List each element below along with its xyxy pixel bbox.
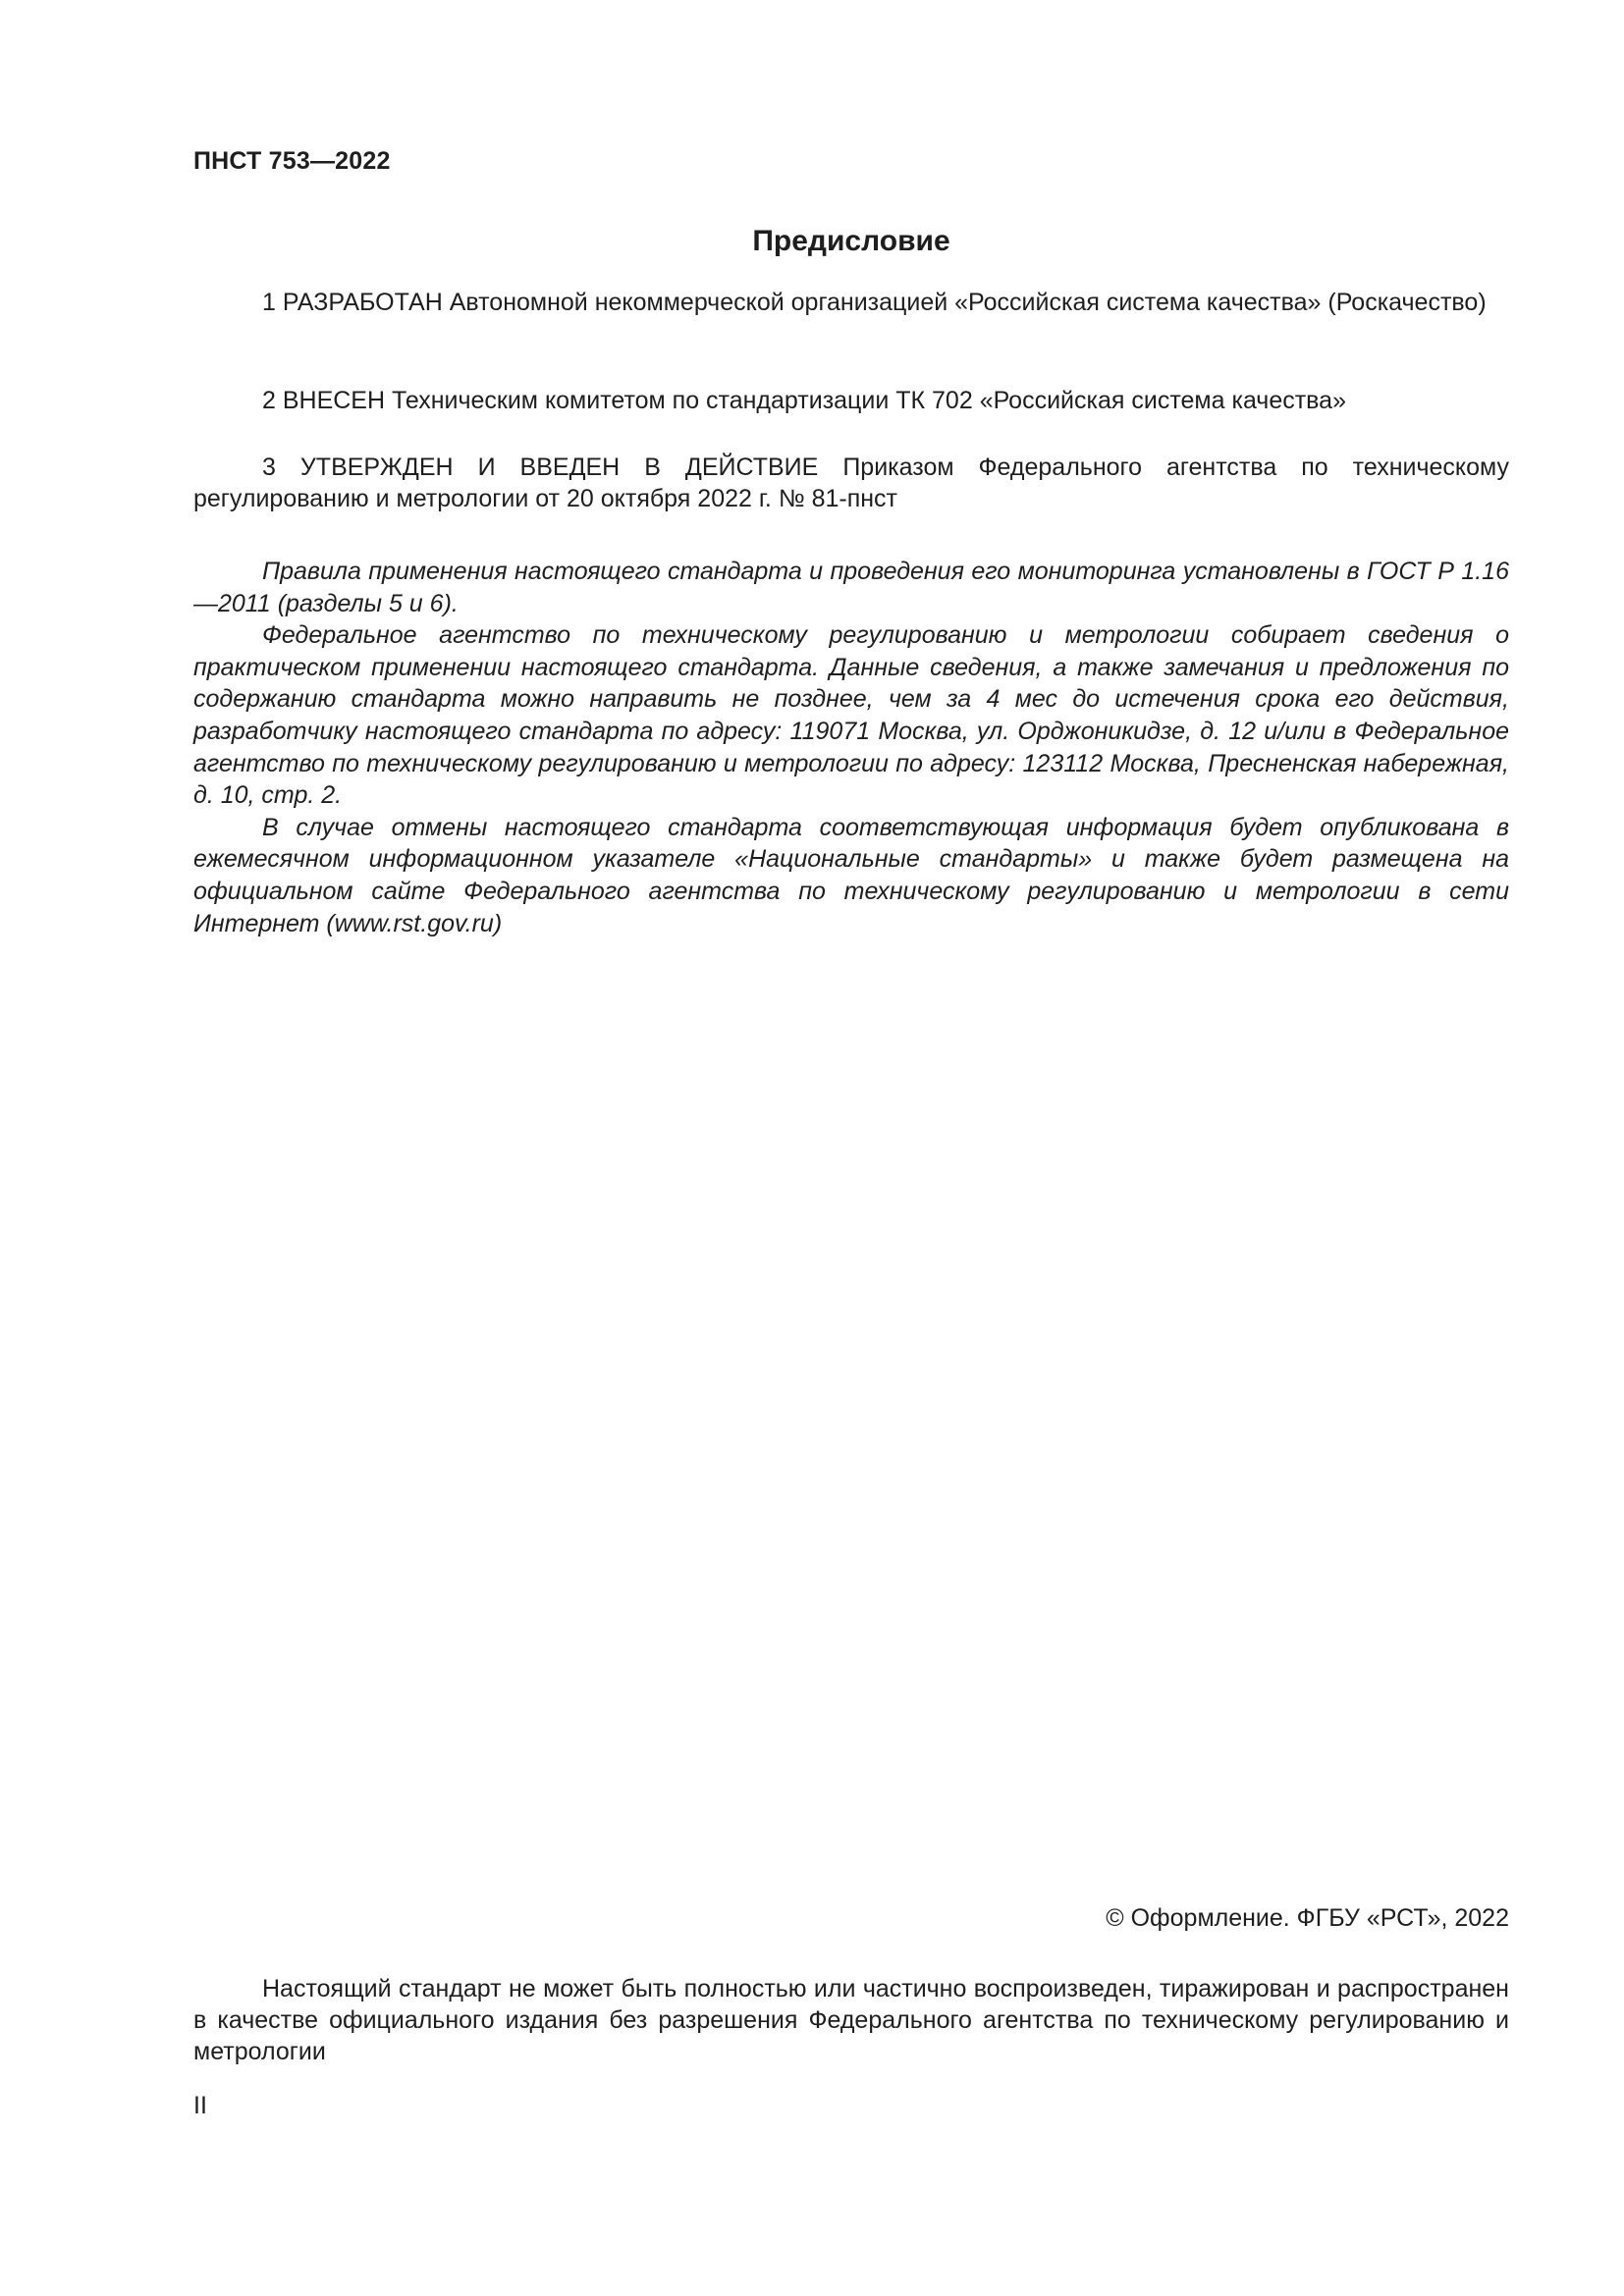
page-title: Предисловие bbox=[752, 225, 950, 257]
foreword-notes bbox=[193, 556, 1509, 939]
foreword-item-submitted: 2 ВНЕСЕН Техническим комитетом по стандартизации ТК 702 «Российская система качества» bbox=[262, 387, 1346, 414]
note-feedback-info: Федеральное агентство по техническому регулированию и метрологии собирает сведения о практическом применении настоящего стандарта. Данные сведения, а также замечания и предложения по содержанию стандарта можно направить не позднее, чем за 4 мес до истечения срока его действия, разработчику настоящего стандарта по адресу: 119071 Москва, ул. Орджоникидзе, д. 12 и/или в Федеральное агентство по техническому регулированию и метрологии по адресу: 123112 Москва, Пресненская набережная, д. 10, стр. 2. bbox=[193, 621, 1509, 810]
note-application-rules: Правила применения настоящего стандарта и проведения его мониторинга установлены в ГОСТ Р 1.16—2011 (разделы 5 и 6). bbox=[193, 558, 1509, 617]
page-number: II bbox=[193, 2092, 207, 2119]
foreword-item-developed: 1 РАЗРАБОТАН Автономной некоммерческой организацией «Российская система качества» (Роскачество) bbox=[262, 289, 1487, 316]
document-code: ПНСТ 753—2022 bbox=[193, 147, 391, 175]
reproduction-notice: Настоящий стандарт не может быть полностью или частично воспроизведен, тиражирован и распространен в качестве официального издания без разрешения Федерального агентства по техническому регулированию и метрологии bbox=[193, 1975, 1509, 2065]
note-cancellation-info: В случае отмены настоящего стандарта соответствующая информация будет опубликована в ежемесячном информационном указателе «Национальные стандарты» и также будет размещена на официальном сайте Федерального агентства по техническому регулированию и метрологии в сети Интернет (www.rst.gov.ru) bbox=[193, 813, 1509, 937]
foreword-item-approved: 3 УТВЕРЖДЕН И ВВЕДЕН В ДЕЙСТВИЕ Приказом Федерального агентства по техническому регулированию и метрологии от 20 октября 2022 г. № 81-пнст bbox=[193, 454, 1509, 512]
copyright-notice: © Оформление. ФГБУ «РСТ», 2022 bbox=[1106, 1904, 1509, 1932]
